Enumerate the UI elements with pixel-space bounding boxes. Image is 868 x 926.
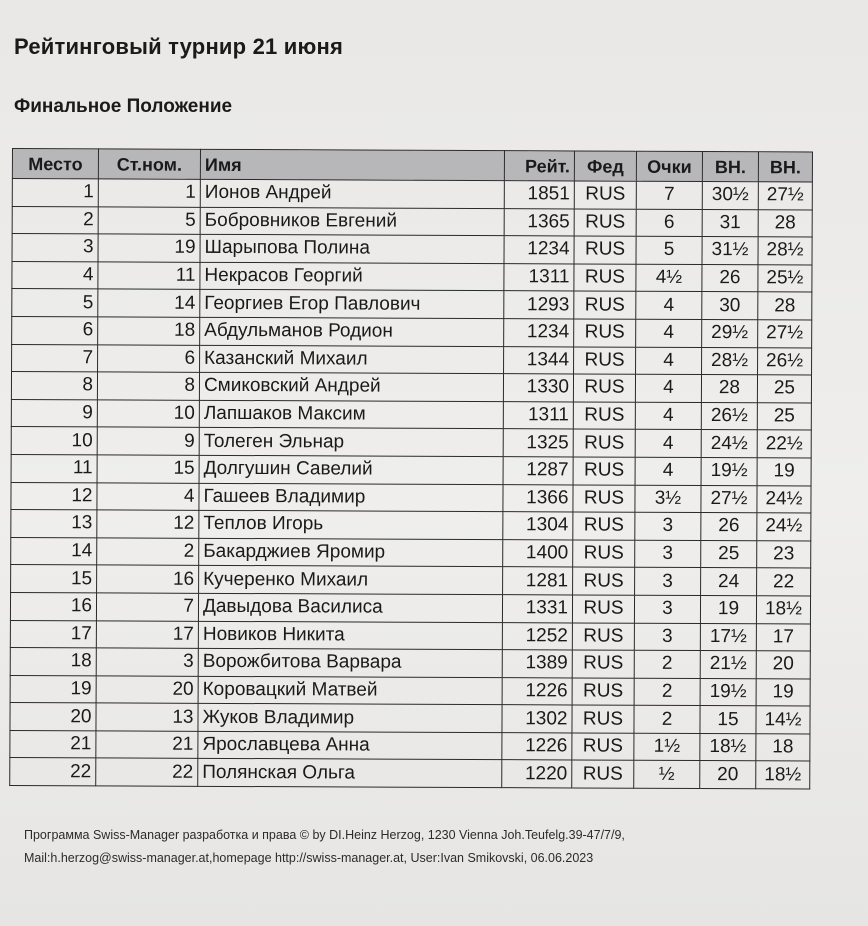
cell-tiebreak-2: 19 bbox=[757, 458, 811, 486]
standings-table bbox=[9, 148, 813, 790]
cell-tiebreak-1: 17½ bbox=[700, 623, 756, 651]
cell-tiebreak-2: 18½ bbox=[756, 596, 810, 624]
cell-rating: 1281 bbox=[503, 567, 573, 595]
cell-rating: 1252 bbox=[502, 622, 572, 650]
cell-start-number: 9 bbox=[97, 427, 199, 455]
cell-tiebreak-1: 19½ bbox=[700, 678, 756, 706]
cell-start-number: 6 bbox=[98, 344, 200, 372]
cell-player-name: Коровацкий Матвей bbox=[198, 676, 502, 705]
cell-federation: RUS bbox=[573, 402, 635, 430]
cell-rating: 1293 bbox=[504, 291, 574, 319]
cell-rating: 1311 bbox=[504, 263, 574, 291]
cell-federation: RUS bbox=[572, 733, 634, 761]
cell-federation: RUS bbox=[574, 264, 636, 292]
cell-start-number: 13 bbox=[96, 703, 198, 731]
cell-federation: RUS bbox=[574, 209, 636, 237]
cell-place: 3 bbox=[12, 234, 98, 262]
cell-tiebreak-1: 18½ bbox=[700, 733, 756, 761]
cell-points: 4 bbox=[636, 319, 702, 347]
cell-tiebreak-2: 25 bbox=[757, 403, 811, 431]
cell-place: 1 bbox=[12, 179, 98, 207]
cell-rating: 1311 bbox=[503, 401, 573, 429]
cell-tiebreak-2: 27½ bbox=[758, 320, 812, 348]
cell-tiebreak-2: 19 bbox=[756, 678, 810, 706]
table-row bbox=[11, 510, 811, 541]
cell-federation: RUS bbox=[573, 540, 635, 568]
cell-tiebreak-2: 28 bbox=[758, 292, 812, 320]
cell-points: 4 bbox=[635, 374, 701, 402]
table-header bbox=[12, 149, 812, 182]
cell-tiebreak-1: 19½ bbox=[701, 457, 757, 485]
cell-rating: 1226 bbox=[502, 677, 572, 705]
cell-federation: RUS bbox=[572, 678, 634, 706]
cell-tiebreak-1: 30½ bbox=[702, 182, 758, 210]
cell-points: 3 bbox=[634, 595, 700, 623]
cell-tiebreak-2: 18½ bbox=[756, 761, 810, 789]
cell-tiebreak-2: 24½ bbox=[757, 485, 811, 513]
cell-tiebreak-2: 25 bbox=[757, 375, 811, 403]
cell-rating: 1287 bbox=[503, 457, 573, 485]
header-points: Очки bbox=[636, 151, 702, 181]
cell-start-number: 2 bbox=[97, 538, 199, 566]
cell-tiebreak-2: 22 bbox=[757, 568, 811, 596]
cell-federation: RUS bbox=[573, 512, 635, 540]
header-federation: Фед bbox=[574, 151, 636, 181]
table-row bbox=[11, 454, 811, 485]
cell-tiebreak-1: 25 bbox=[701, 540, 757, 568]
cell-points: 3 bbox=[635, 568, 701, 596]
cell-place: 17 bbox=[10, 620, 96, 648]
cell-place: 8 bbox=[11, 372, 97, 400]
cell-place: 15 bbox=[11, 565, 97, 593]
cell-tiebreak-2: 17 bbox=[756, 623, 810, 651]
header-start-number: Ст.ном. bbox=[98, 149, 200, 179]
table-row bbox=[12, 179, 812, 210]
cell-start-number: 3 bbox=[96, 648, 198, 676]
cell-start-number: 10 bbox=[97, 400, 199, 428]
table-row bbox=[10, 648, 810, 679]
cell-rating: 1330 bbox=[503, 374, 573, 402]
cell-tiebreak-1: 26½ bbox=[701, 402, 757, 430]
cell-points: 2 bbox=[634, 678, 700, 706]
cell-federation: RUS bbox=[573, 567, 635, 595]
cell-points: ½ bbox=[634, 761, 700, 789]
cell-place: 22 bbox=[10, 758, 96, 786]
cell-rating: 1234 bbox=[504, 236, 574, 264]
cell-rating: 1331 bbox=[502, 595, 572, 623]
cell-start-number: 5 bbox=[98, 206, 200, 234]
table-row bbox=[12, 234, 812, 265]
cell-points: 1½ bbox=[634, 733, 700, 761]
cell-player-name: Ярославцева Анна bbox=[198, 731, 502, 760]
cell-tiebreak-1: 29½ bbox=[702, 319, 758, 347]
cell-rating: 1304 bbox=[503, 512, 573, 540]
cell-rating: 1389 bbox=[502, 650, 572, 678]
cell-rating: 1226 bbox=[502, 733, 572, 761]
cell-start-number: 4 bbox=[97, 482, 199, 510]
cell-tiebreak-1: 15 bbox=[700, 706, 756, 734]
cell-federation: RUS bbox=[574, 181, 636, 209]
cell-tiebreak-2: 24½ bbox=[757, 513, 811, 541]
cell-player-name: Смиковский Андрей bbox=[199, 372, 503, 401]
cell-federation: RUS bbox=[572, 650, 634, 678]
cell-tiebreak-2: 25½ bbox=[758, 265, 812, 293]
cell-place: 6 bbox=[12, 316, 98, 344]
cell-start-number: 17 bbox=[96, 620, 198, 648]
cell-start-number: 20 bbox=[96, 676, 198, 704]
cell-rating: 1365 bbox=[504, 208, 574, 236]
cell-federation: RUS bbox=[573, 374, 635, 402]
cell-start-number: 16 bbox=[97, 565, 199, 593]
cell-player-name: Бобровников Евгений bbox=[200, 207, 504, 236]
cell-points: 4 bbox=[635, 430, 701, 458]
cell-points: 3 bbox=[634, 623, 700, 651]
cell-player-name: Теплов Игорь bbox=[199, 510, 503, 539]
table-row bbox=[11, 482, 811, 513]
cell-rating: 1344 bbox=[504, 346, 574, 374]
cell-player-name: Жуков Владимир bbox=[198, 704, 502, 733]
cell-federation: RUS bbox=[573, 457, 635, 485]
cell-player-name: Ворожбитова Варвара bbox=[198, 648, 502, 677]
cell-tiebreak-1: 20 bbox=[700, 761, 756, 789]
table-row bbox=[12, 344, 812, 375]
header-tiebreak-2: ВН. bbox=[758, 152, 812, 182]
cell-rating: 1234 bbox=[504, 319, 574, 347]
cell-player-name: Бакарджиев Яромир bbox=[199, 538, 503, 567]
cell-points: 4½ bbox=[636, 264, 702, 292]
cell-tiebreak-1: 31 bbox=[702, 209, 758, 237]
cell-tiebreak-1: 28½ bbox=[702, 347, 758, 375]
cell-place: 18 bbox=[10, 648, 96, 676]
cell-start-number: 15 bbox=[97, 455, 199, 483]
cell-tiebreak-1: 24 bbox=[701, 568, 757, 596]
cell-tiebreak-2: 27½ bbox=[758, 182, 812, 210]
cell-place: 12 bbox=[11, 482, 97, 510]
table-row bbox=[10, 730, 810, 761]
table-row bbox=[12, 316, 812, 347]
table-row bbox=[12, 206, 812, 237]
cell-tiebreak-2: 26½ bbox=[758, 347, 812, 375]
cell-points: 4 bbox=[636, 347, 702, 375]
cell-points: 7 bbox=[636, 181, 702, 209]
table-row bbox=[10, 703, 810, 734]
cell-tiebreak-2: 22½ bbox=[757, 430, 811, 458]
cell-player-name: Толеген Эльнар bbox=[199, 428, 503, 457]
cell-start-number: 7 bbox=[96, 593, 198, 621]
cell-player-name: Некрасов Георгий bbox=[200, 262, 504, 291]
cell-place: 19 bbox=[10, 675, 96, 703]
cell-federation: RUS bbox=[572, 760, 634, 788]
cell-federation: RUS bbox=[573, 484, 635, 512]
cell-tiebreak-2: 28 bbox=[758, 209, 812, 237]
cell-tiebreak-1: 28 bbox=[701, 375, 757, 403]
cell-tiebreak-1: 30 bbox=[702, 292, 758, 320]
cell-tiebreak-2: 20 bbox=[756, 651, 810, 679]
table-body bbox=[10, 179, 813, 790]
cell-points: 4 bbox=[635, 402, 701, 430]
cell-place: 20 bbox=[10, 703, 96, 731]
table-row bbox=[10, 758, 810, 789]
header-name: Имя bbox=[200, 149, 504, 180]
cell-points: 2 bbox=[634, 650, 700, 678]
cell-player-name: Лапшаков Максим bbox=[199, 400, 503, 429]
cell-start-number: 14 bbox=[98, 289, 200, 317]
cell-rating: 1302 bbox=[502, 705, 572, 733]
footer-contact: Mail:h.herzog@swiss-manager.at,homepage http://swiss-manager.at, User:Ivan Smikovski, 06.06.2023 bbox=[24, 851, 594, 865]
cell-place: 7 bbox=[12, 344, 98, 372]
cell-points: 5 bbox=[636, 236, 702, 264]
cell-tiebreak-2: 28½ bbox=[758, 237, 812, 265]
header-place: Место bbox=[12, 149, 98, 179]
header-row bbox=[12, 149, 812, 182]
cell-federation: RUS bbox=[574, 319, 636, 347]
cell-place: 13 bbox=[11, 510, 97, 538]
cell-start-number: 19 bbox=[98, 234, 200, 262]
cell-federation: RUS bbox=[574, 291, 636, 319]
cell-rating: 1400 bbox=[503, 539, 573, 567]
cell-place: 4 bbox=[12, 261, 98, 289]
cell-player-name: Абдульманов Родион bbox=[200, 317, 504, 346]
cell-place: 16 bbox=[10, 592, 96, 620]
page-title: Рейтинговый турнир 21 июня bbox=[14, 34, 344, 59]
table-row bbox=[11, 372, 811, 403]
cell-tiebreak-1: 21½ bbox=[700, 651, 756, 679]
cell-tiebreak-2: 18 bbox=[756, 734, 810, 762]
cell-player-name: Ионов Андрей bbox=[200, 179, 504, 208]
cell-start-number: 11 bbox=[98, 262, 200, 290]
table-row bbox=[11, 427, 811, 458]
table-row bbox=[11, 565, 811, 596]
cell-tiebreak-2: 14½ bbox=[756, 706, 810, 734]
table-row bbox=[12, 289, 812, 320]
cell-tiebreak-1: 24½ bbox=[701, 430, 757, 458]
cell-federation: RUS bbox=[574, 236, 636, 264]
header-tiebreak-1: ВН. bbox=[702, 152, 758, 182]
cell-tiebreak-1: 31½ bbox=[702, 237, 758, 265]
cell-start-number: 18 bbox=[98, 317, 200, 345]
header-rating: Рейт. bbox=[504, 151, 574, 181]
cell-rating: 1851 bbox=[504, 181, 574, 209]
cell-start-number: 1 bbox=[98, 179, 200, 207]
page-subtitle: Финальное Положение bbox=[14, 96, 233, 117]
cell-tiebreak-1: 27½ bbox=[701, 485, 757, 513]
cell-tiebreak-1: 26 bbox=[701, 513, 757, 541]
cell-start-number: 12 bbox=[97, 510, 199, 538]
table-row bbox=[11, 537, 811, 568]
table-row bbox=[11, 399, 811, 430]
cell-federation: RUS bbox=[572, 595, 634, 623]
cell-player-name: Кучеренко Михаил bbox=[199, 566, 503, 595]
cell-player-name: Казанский Михаил bbox=[200, 345, 504, 374]
cell-player-name: Гашеев Владимир bbox=[199, 483, 503, 512]
cell-rating: 1366 bbox=[503, 484, 573, 512]
cell-rating: 1220 bbox=[502, 760, 572, 788]
cell-player-name: Долгушин Савелий bbox=[199, 455, 503, 484]
cell-federation: RUS bbox=[572, 705, 634, 733]
cell-points: 6 bbox=[636, 209, 702, 237]
cell-player-name: Полянская Ольга bbox=[198, 759, 502, 788]
cell-federation: RUS bbox=[572, 622, 634, 650]
table-row bbox=[12, 261, 812, 292]
cell-place: 10 bbox=[11, 427, 97, 455]
cell-place: 2 bbox=[12, 206, 98, 234]
table-row bbox=[10, 592, 810, 623]
cell-player-name: Шарыпова Полина bbox=[200, 235, 504, 264]
cell-points: 3 bbox=[635, 540, 701, 568]
cell-place: 5 bbox=[12, 289, 98, 317]
cell-federation: RUS bbox=[574, 347, 636, 375]
cell-tiebreak-1: 26 bbox=[702, 264, 758, 292]
cell-points: 4 bbox=[635, 457, 701, 485]
cell-place: 11 bbox=[11, 454, 97, 482]
cell-points: 3½ bbox=[635, 485, 701, 513]
cell-player-name: Давыдова Василиса bbox=[198, 593, 502, 622]
table-row bbox=[10, 675, 810, 706]
cell-points: 2 bbox=[634, 706, 700, 734]
cell-player-name: Георгиев Егор Павлович bbox=[200, 290, 504, 319]
cell-start-number: 21 bbox=[96, 731, 198, 759]
cell-start-number: 8 bbox=[97, 372, 199, 400]
cell-place: 21 bbox=[10, 730, 96, 758]
cell-tiebreak-2: 23 bbox=[757, 540, 811, 568]
cell-start-number: 22 bbox=[96, 758, 198, 786]
footer-copyright: Программа Swiss-Manager разработка и права © by DI.Heinz Herzog, 1230 Vienna Joh.Teufelg.39-47/7/9, bbox=[24, 828, 625, 842]
cell-rating: 1325 bbox=[503, 429, 573, 457]
cell-federation: RUS bbox=[573, 429, 635, 457]
cell-player-name: Новиков Никита bbox=[198, 621, 502, 650]
cell-points: 3 bbox=[635, 512, 701, 540]
table-row bbox=[10, 620, 810, 651]
cell-place: 9 bbox=[11, 399, 97, 427]
cell-place: 14 bbox=[11, 537, 97, 565]
cell-tiebreak-1: 19 bbox=[700, 595, 756, 623]
cell-points: 4 bbox=[636, 292, 702, 320]
